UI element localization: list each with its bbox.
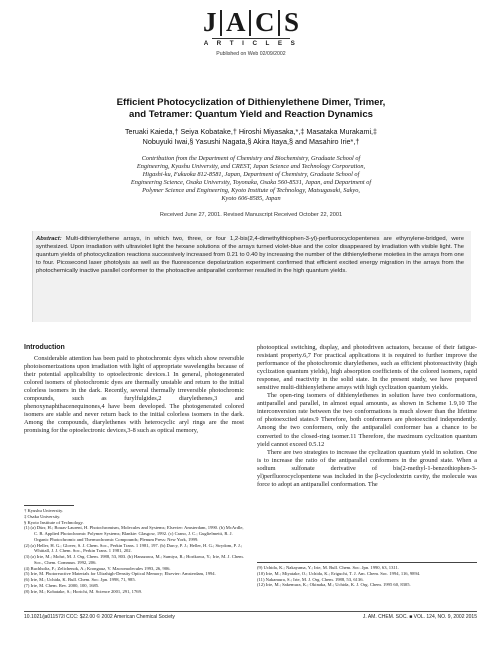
footer-rule [24, 611, 477, 612]
affiliation-line: Higashi-ku, Fukuoka 812-8581, Japan, Department of Chemistry, Graduate School of [142, 170, 360, 178]
reference: (7) Irie, M. Chem. Rev. 2000, 100, 1685. [24, 582, 100, 588]
reference: (8) Irie, M.; Kobatake, S.; Horichi, M. Science 2001, 291, 1769. [24, 588, 143, 594]
logo-rule [212, 38, 290, 39]
body-paragraph: The open-ring isomers of dithienylethenes in solution have two conformations, antiparallel and parallel, in almost equal amounts, as shown in Scheme 1.9,10 The interconversion rate between the two conformations is much slower than the lifetime of photoexcited states.9 Therefore, both conformers are photoexcited independently. Among the two conformers, only the antiparallel conformer has a chance to be converted to the closed-ring isomer.11 Therefore, the maximum cyclization quantum yield cannot exceed 0.5.12 [257, 392, 477, 448]
article-title [20, 97, 482, 121]
logo-separator [249, 10, 251, 36]
section-heading-introduction: Introduction [24, 344, 65, 351]
logo-letter-s: S [283, 7, 300, 37]
reference: (6) Irie, M.; Uchida, K. Bull. Chem. Soc. Jpn. 1998, 71, 985. [24, 577, 136, 582]
footnote: † Kyushu University. [24, 508, 64, 513]
footnote-rule-right [257, 562, 477, 563]
logo-letter-c: C [254, 7, 275, 37]
authors-line-1: Teruaki Kaieda,† Seiya Kobatake,† Hiroshi Miyasaka,*,‡ Masataka Murakami,‡ [124, 127, 378, 136]
body-paragraph: There are two strategies to increase the cyclization quantum yield in solution. One is to increase the ratio of the antiparallel conformers in the ground state. When a sodium sulfonate derivative of bis(2-methyl-1-benzothiophen-3-yl)perfluorocyclopentene was included in the β-cyclodextrin cavity, the molecule was force to adopt an antiparallel conformation. The [257, 448, 477, 488]
reference: (9) Uchida, K.; Nakayama, Y.; Irie, M. Bull. Chem. Soc. Jpn. 1990, 63, 1311. [257, 565, 399, 570]
logo-letter-j: J [202, 7, 217, 37]
reference: (1) (a) Dürr, H.; Bouas-Laurent, H. Photochromism, Molecules and Systems; Elsevier: Amsterdam, 1990. (b) McArdle, C. B. Applied Photochromic Polymer Systems; Blankie: Glasgow, 1992. (c) Crano, J. C.; Guglielmetti, R. J. Organic Photochromic and Thermochromic Compounds; Plenum Press: New York, 1999. [24, 525, 244, 542]
reference: (11) Nakamura, S.; Irie, M. J. Org. Chem. 1988, 53, 6136. [257, 576, 364, 582]
reference: (12) Irie, M.; Sakemura, K.; Okinaka, M.; Uchida, K. J. Org. Chem. 1995 60, 8305. [257, 582, 411, 588]
author-list [20, 127, 482, 147]
abstract-text: Multi-dithienylethene arrays, in which two, three, or four 1,2-bis(2,4-dimethylthiophen-3-yl)-perfluorocyclopentenes are ethynylene-bridged, were synthesized. Upon irradiation with ultraviolet light the hexane solutions of the arrays turned violet-blue and the color disappeared by irradiation with visible light. The quantum yields of photocyclization reactions successively increased from 0.21 to 0.40 by increasing the number of the dithienylethene moieties in the arrays from one to four. Picosecond laser photolysis as well as the fluorescence depolarization experiment confirmed that efficient excited energy migration in the arrays from the photochemically inactive parallel conformer to the photoactive antiparallel conformer resulted in the high quantum yields. [36, 236, 465, 275]
affiliation-line: Engineering Science, Osaka University, Toyonaka, Osaka 560-8531, Japan, and Department of [130, 178, 372, 186]
footnote: ‡ Osaka University. [24, 513, 61, 519]
reference: (5) Irie, M. Photoreactive Materials for Ultrahigh-Density Optical Memory; Elsevier: Amsterdam, 1994. [24, 571, 216, 577]
body-paragraph: photooptical switching, display, and photodriven actuators, because of their fatigue-resistant property.6,7 For practical applications it is required to further improve the performance of the photochromic diarylethenes, such as efficient photoreactivity (high cyclization quantum yields), high absorption coefficients of the colored isomers, rapid response, and reactivity in the solid state. In the present study, we have prepared sensitive multi-dithienylethene arrays with high cyclization quantum yields. [257, 344, 477, 392]
logo-separator [220, 10, 222, 36]
footnotes-right [257, 565, 477, 588]
title-line-1: Efficient Photocyclization of Dithienylethene Dimer, Trimer, [116, 97, 386, 108]
section-label: A R T I C L E S [203, 40, 299, 47]
body-paragraph: Considerable attention has been paid to photochromic dyes which show reversible photoisomerizations upon irradiation with light of appropriate wavelengths because of their potential applicability to optoelectronic devices.1 In general, photogenerated colored isomers of photochromic dyes are thermally unstable and return to the initial colorless isomers in the dark. Recently, several thermally irreversible photochromic compounds, such as furylfulgides,2 diarylethenes,3 and phenoxynaphthacenequinones,4 have been developed. The photogenerated colored isomers are stable and never return back to the initial colorless isomers in the dark. Among the compounds, diarylethenes with heterocyclic aryl rings are the most promising for the optoelectronic devices,3-8 such as optical memory, [24, 355, 244, 435]
affiliation-line: Kyoto 606-8585, Japan [221, 194, 281, 202]
affiliations [30, 155, 472, 202]
jacs-wordmark [203, 8, 299, 36]
affiliation-line: Polymer Science and Engineering, Kyoto Institute of Technology, Matsugasaki, Sakyo, [142, 186, 360, 194]
title-line-2: and Tetramer: Quantum Yield and Reaction Dynamics [129, 109, 373, 120]
abstract-label: Abstract: [36, 236, 62, 242]
affiliation-line: Contribution from the Department of Chemistry and Biochemistry, Graduate School of [141, 155, 361, 162]
journal-citation: J. AM. CHEM. SOC. ■ VOL. 124, NO. 9, 2002 2015 [362, 614, 477, 620]
abstract [36, 235, 464, 275]
affiliation-line: Engineering, Kyushu University, and CREST, Japan Science and Technology Corporation, [136, 162, 366, 170]
left-column [24, 344, 244, 436]
published-date: Published on Web 02/09/2002 [216, 51, 286, 57]
authors-line-2: Nobuyuki Iwai,§ Yasushi Nagata,§ Akira Itaya,§ and Masahiro Irie*,† [142, 137, 360, 146]
footnote-rule-left [24, 505, 74, 506]
received-dates: Received June 27, 2001. Revised Manuscript Received October 22, 2001 [159, 212, 343, 218]
reference: (3) (a) Irie, M.; Mohri, M. J. Org. Chem. 1988, 53, 803. (b) Hanazawa, M.; Sumiya, R.; Horikawa, Y.; Irie, M. J. Chem. Soc., Chem. Commun. 1992, 206. [24, 554, 244, 565]
reference: (10) Irie, M.; Miyatake, O.; Uchida, K.; Eriguchi, T. J. Am. Chem. Soc. 1994, 116, 9894. [257, 570, 421, 576]
doi-copyright: 10.1021/ja011572l CCC: $22.00 © 2002 American Chemical Society [24, 614, 175, 620]
journal-logo [0, 8, 502, 57]
footnotes-left [24, 508, 244, 594]
logo-separator [278, 10, 280, 36]
logo-letter-a: A [225, 7, 246, 37]
reference: (2) (a) Heller, H. G.; Glover, S. J. Chem. Soc., Perkin Trans. 1 1981, 197. (b) Darcy, P. J.; Heller, H. G.; Strydom, P. J.; Whittall, J. J. Chem. Soc., Perkin Trans. 1 1981, 202. [24, 542, 243, 554]
footnote: § Kyoto Institute of Technology. [24, 519, 84, 525]
right-column [257, 344, 477, 489]
reference: (4) Buchholtz, F.; Zelichenok, A.; Krongauz, V. Macromolecules 1993, 26, 906. [24, 565, 171, 571]
